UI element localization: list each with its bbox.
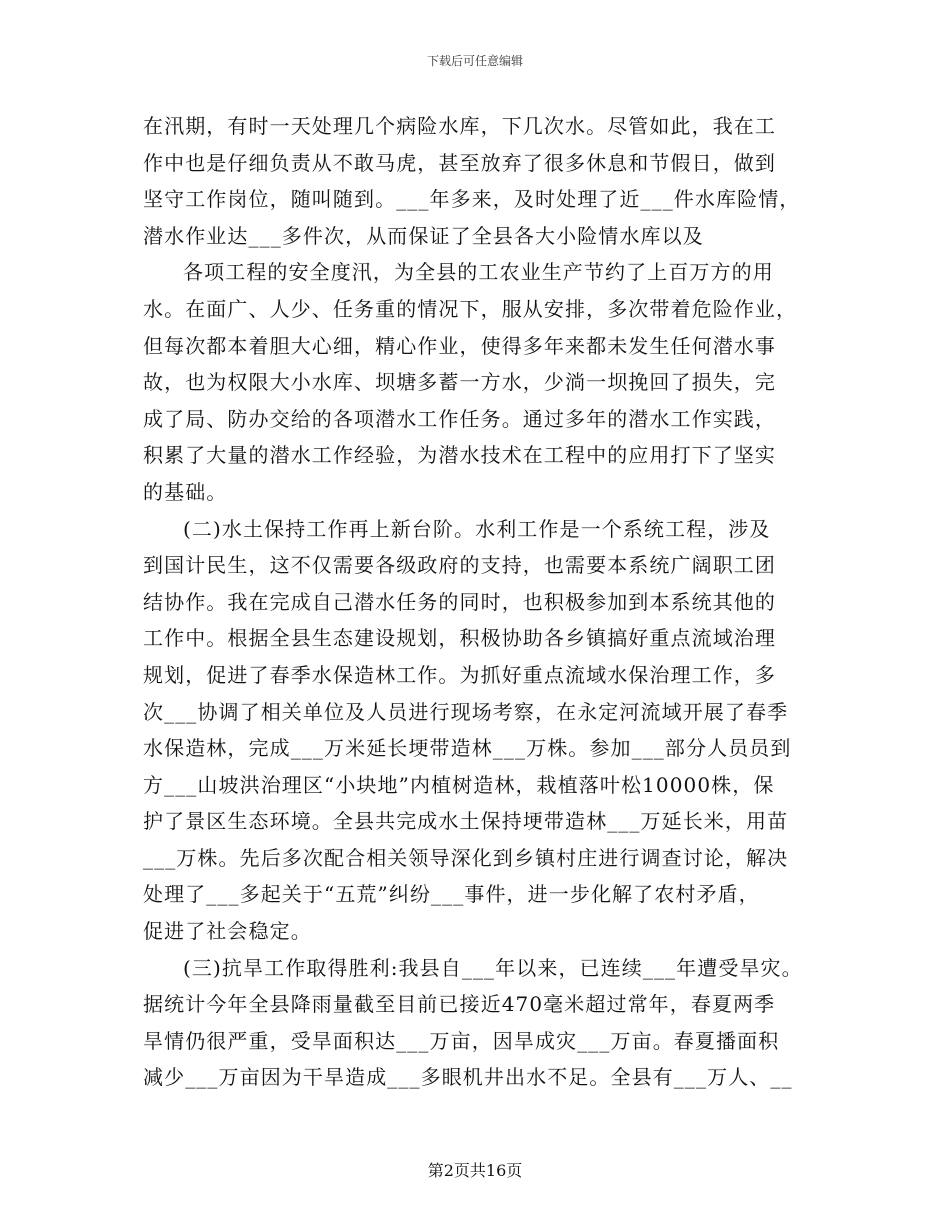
paragraph-start-line: 各项工程的安全度汛，为全县的工农业生产节约了上百万方的用: [183, 260, 774, 285]
text-line: 潜水作业达___多件次，从而保证了全县各大小险情水库以及: [143, 223, 704, 248]
text-line: 护了景区生态环境。全县共完成水土保持埂带造林___万延长米，用苗: [143, 809, 789, 834]
text-line: 旱情仍很严重，受旱面积达___万亩，因旱成灾___万亩。春夏播面积: [143, 1028, 780, 1053]
page-number: 第2页共16页: [427, 1161, 523, 1180]
text-line: 减少___万亩因为干旱造成___多眼机井出水不足。全县有___万人、__: [143, 1065, 793, 1090]
text-line: 积累了大量的潜水工作经验，为潜水技术在工程中的应用打下了坚实: [143, 443, 776, 468]
page-header-note: 下载后可任意编辑: [426, 54, 523, 68]
text-line: 到国计民生，这不仅需要各级政府的支持，也需要本系统广阔职工团: [143, 553, 776, 578]
text-line: 作中也是仔细负责从不敢马虎，甚至放弃了很多休息和节假日，做到: [143, 150, 776, 175]
section-heading-line: (三)抗旱工作取得胜利:我县自___年以来，已连续___年遭受旱灾。: [183, 955, 803, 980]
document-body: [143, 108, 808, 1096]
text-line: 结协作。我在完成自己潜水任务的同时，也积极参加到本系统其他的: [143, 589, 776, 614]
text-line: 处理了___多起关于“五荒”纠纷___事件，进一步化解了农村矛盾，: [143, 882, 760, 907]
text-line: 坚守工作岗位，随叫随到。___年多来，及时处理了近___件水库险情，: [143, 187, 801, 212]
text-line: 工作中。根据全县生态建设规划，积极协助各乡镇搞好重点流域治理: [143, 626, 776, 651]
text-line: 水保造林，完成___万米延长埂带造林___万株。参加___部分人员员到: [143, 736, 792, 761]
text-line: 成了局、防办交给的各项潜水工作任务。通过多年的潜水工作实践，: [143, 406, 776, 431]
text-line: 水。在面广、人少、任务重的情况下，服从安排，多次带着危险作业，: [143, 296, 798, 321]
text-line: 但每次都本着胆大心细，精心作业，使得多年来都未发生任何潜水事: [143, 333, 776, 358]
text-line: 方___山坡洪治理区“小块地”内植树造林，栽植落叶松10000株，保: [143, 772, 775, 797]
text-line: 在汛期，有时一天处理几个病险水库，下几次水。尽管如此，我在工: [143, 114, 776, 138]
text-line: 的基础。: [143, 479, 228, 504]
text-line: 次___协调了相关单位及人员进行现场考察，在永定河流域开展了春季: [143, 699, 789, 724]
section-heading-line: (二)水土保持工作再上新台阶。水利工作是一个系统工程，涉及: [183, 516, 771, 541]
text-line: 促进了社会稳定。: [143, 919, 312, 944]
text-line: ___万株。先后多次配合相关领导深化到乡镇村庄进行调查讨论，解决: [143, 845, 789, 870]
text-line: 据统计今年全县降雨量截至目前已接近470毫米超过常年，春夏两季: [143, 992, 776, 1017]
text-line: 规划，促进了春季水保造林工作。为抓好重点流域水保治理工作，多: [143, 662, 776, 687]
text-line: 故，也为权限大小水库、坝塘多蓄一方水，少淌一坝挽回了损失，完: [143, 370, 776, 395]
